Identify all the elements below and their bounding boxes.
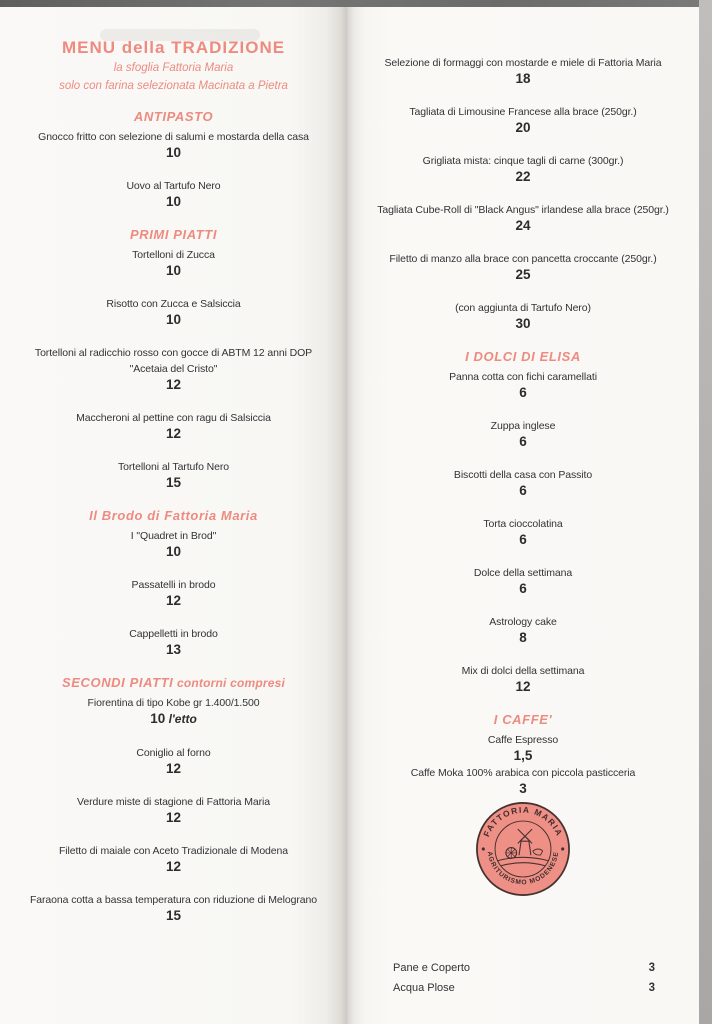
item-price: 8 [519, 630, 527, 645]
item-price: 10 [165, 145, 182, 160]
item-name: "Acetaia del Cristo" [129, 363, 218, 375]
item-price: 6 [519, 434, 527, 449]
item-price: 6 [519, 532, 527, 547]
item-name: Cappelletti in brodo [129, 628, 218, 640]
menu-item [6, 247, 341, 278]
section-heading-text: ANTIPASTO [133, 109, 214, 124]
item-price: 22 [515, 169, 531, 184]
stamp-illustration [474, 800, 572, 898]
item-name: Tagliata di Limousine Francese alla brace (250gr.) [409, 106, 637, 118]
item-name: Passatelli in brodo [131, 579, 216, 591]
item-name: Filetto di maiale con Aceto Tradizionale di Modena [58, 845, 289, 857]
item-name: Uovo al Tartufo Nero [126, 180, 221, 192]
section-heading-text: SECONDI PIATTI [61, 675, 174, 690]
section-heading [6, 675, 341, 691]
item-name: Risotto con Zucca e Salsiccia [106, 298, 241, 310]
item-price: 30 [515, 316, 531, 331]
menu-item [355, 153, 691, 184]
menu-item [355, 516, 691, 547]
item-price: 10 [165, 194, 182, 209]
item-price: 6 [519, 483, 527, 498]
section-heading [6, 508, 341, 524]
item-price: 12 [165, 810, 182, 825]
left-page [0, 7, 347, 1024]
menu-book [0, 7, 699, 1024]
item-price: 6 [519, 581, 527, 596]
menu-item [6, 695, 341, 727]
item-price: 20 [515, 120, 531, 135]
right-page [347, 7, 699, 1024]
section-heading [355, 712, 691, 728]
footer-item [393, 978, 655, 998]
item-price: 6 [519, 385, 527, 400]
item-name: Fiorentina di tipo Kobe gr 1.400/1.500 [87, 697, 260, 709]
menu-item [6, 892, 341, 923]
menu-section [355, 349, 691, 694]
menu-item [6, 794, 341, 825]
stamp-bottom-text: AGRITURISMO MODENESE [485, 850, 561, 887]
menu-section [6, 227, 341, 490]
menu-item [6, 178, 341, 209]
menu-section [6, 675, 341, 923]
menu-section [355, 55, 691, 331]
item-price: 25 [515, 267, 531, 282]
menu-item [355, 369, 691, 400]
item-name: Verdure miste di stagione di Fattoria Maria [77, 796, 270, 808]
item-name: Mix di dolci della settimana [461, 665, 585, 677]
menu-item [6, 296, 341, 327]
menu-item [6, 410, 341, 441]
item-price: 3 [519, 781, 527, 796]
menu-item [355, 418, 691, 449]
menu-section [6, 508, 341, 657]
item-price: 12 [165, 761, 182, 776]
item-name: Torta cioccolatina [483, 518, 563, 530]
item-name: Selezione di formaggi con mostarde e miele di Fattoria Maria [384, 57, 662, 69]
section-heading [6, 227, 341, 243]
menu-item [6, 345, 341, 392]
item-price: 10 l'etto [150, 711, 197, 726]
item-price: 12 [165, 593, 182, 608]
item-price: 18 [515, 71, 531, 86]
menu-title: MENU della TRADIZIONE [61, 38, 286, 57]
item-name: Tortelloni di Zucca [132, 249, 215, 261]
stamp-right-dot [561, 847, 564, 850]
menu-item [355, 251, 691, 282]
item-price: 10 [165, 312, 182, 327]
menu-item [355, 55, 691, 86]
item-price: 15 [165, 908, 182, 923]
stamp-left-dot [482, 847, 485, 850]
menu-item [355, 565, 691, 596]
item-name: Tortelloni al Tartufo Nero [117, 461, 229, 473]
section-heading [355, 349, 691, 365]
item-name: Zuppa inglese [490, 420, 556, 432]
menu-item [6, 745, 341, 776]
item-price: 12 [165, 859, 182, 874]
menu-item [355, 300, 691, 331]
item-price: 12 [165, 377, 182, 392]
item-name: Dolce della settimana [473, 567, 573, 579]
item-name: I "Quadret in Brod" [130, 530, 217, 542]
menu-item [355, 614, 691, 645]
menu-item [355, 467, 691, 498]
menu-item [355, 663, 691, 694]
item-name: (con aggiunta di Tartufo Nero) [455, 302, 591, 314]
menu-subtitle-2: solo con farina selezionata Macinata a Pietra [59, 80, 288, 92]
item-price: 10 [165, 544, 182, 559]
menu-item [6, 528, 341, 559]
photo-right-edge [699, 0, 712, 1024]
item-price-suffix: l'etto [165, 712, 197, 726]
menu-section [6, 109, 341, 209]
item-price: 13 [165, 642, 182, 657]
section-heading-text: PRIMI PIATTI [129, 227, 218, 242]
item-name: Gnocco fritto con selezione di salumi e mostarda della casa [38, 131, 309, 143]
right-page-sections [355, 55, 691, 796]
menu-item [6, 459, 341, 490]
footer-item-label: Acqua Plose [393, 982, 455, 994]
item-name: Tortelloni al radicchio rosso con gocce di ABTM 12 anni DOP [34, 347, 313, 359]
item-name: Astrology cake [489, 616, 557, 628]
item-name: Caffe Espresso [487, 734, 559, 746]
section-heading-text: I CAFFE' [493, 712, 553, 727]
erased-text-smudge [100, 29, 260, 41]
menu-item [355, 732, 691, 763]
item-name: Tagliata Cube-Roll di "Black Angus" irlandese alla brace (250gr.) [377, 204, 669, 216]
item-price: 12 [165, 426, 182, 441]
item-name: Biscotti della casa con Passito [453, 469, 593, 481]
item-name: Panna cotta con fichi caramellati [449, 371, 597, 383]
item-name: Faraona cotta a bassa temperatura con riduzione di Melograno [29, 894, 317, 906]
menu-item [6, 577, 341, 608]
footer-item-price: 3 [648, 962, 655, 974]
item-price: 12 [515, 679, 531, 694]
section-heading [6, 109, 341, 125]
menu-item [6, 843, 341, 874]
menu-item [355, 765, 691, 796]
item-price: 15 [165, 475, 182, 490]
item-price: 10 [165, 263, 182, 278]
menu-item [355, 104, 691, 135]
item-name: Grigliata mista: cinque tagli di carne (300gr.) [422, 155, 624, 167]
menu-item [6, 129, 341, 160]
item-price: 1,5 [513, 748, 533, 763]
section-heading-text: Il Brodo di Fattoria Maria [89, 508, 258, 523]
menu-item [6, 626, 341, 657]
section-heading-suffix: contorni compresi [173, 676, 286, 690]
page-footer [393, 958, 655, 998]
item-price: 24 [515, 218, 531, 233]
menu-subtitle-1: la sfoglia Fattoria Maria [113, 62, 234, 74]
left-page-sections [6, 109, 341, 923]
footer-item-label: Pane e Coperto [393, 962, 471, 974]
section-heading-text: I DOLCI DI ELISA [465, 349, 581, 364]
item-name: Coniglio al forno [136, 747, 211, 759]
item-name: Filetto di manzo alla brace con pancetta croccante (250gr.) [389, 253, 657, 265]
stamp-top-text: FATTORIA MARIA [481, 804, 565, 839]
footer-item [393, 958, 655, 978]
fattoria-maria-stamp [474, 800, 572, 898]
photo-top-edge [0, 0, 712, 7]
footer-item-price: 3 [648, 982, 655, 994]
item-name: Maccheroni al pettine con ragu di Salsiccia [76, 412, 271, 424]
menu-item [355, 202, 691, 233]
item-name: Caffe Moka 100% arabica con piccola pasticceria [410, 767, 636, 779]
menu-section [355, 712, 691, 796]
